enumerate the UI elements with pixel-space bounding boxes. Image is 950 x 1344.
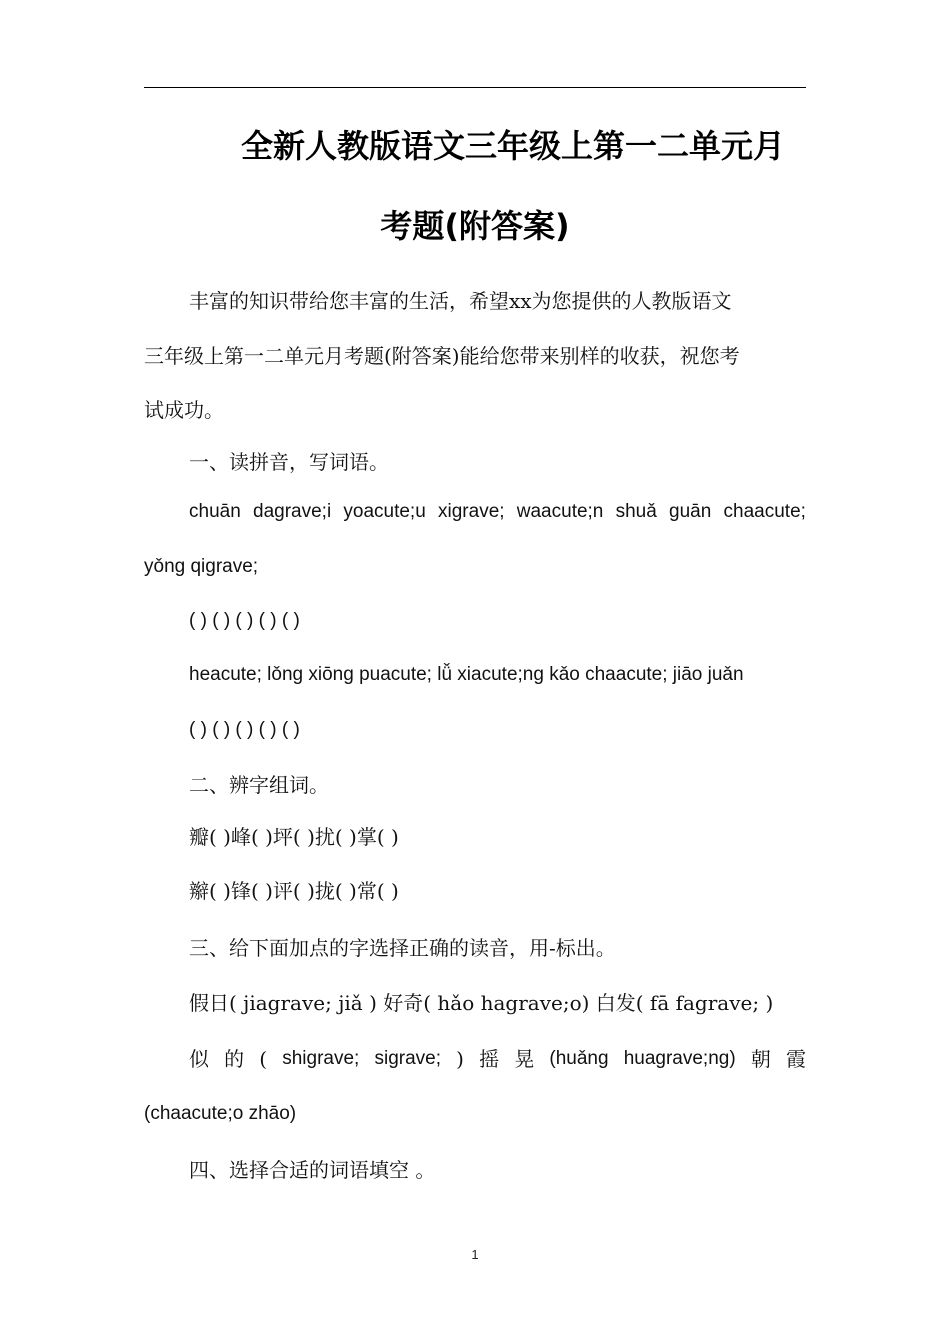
reading-token: 摇 (479, 1047, 500, 1071)
answer-blanks-row-2: ( ) ( ) ( ) ( ) ( ) (189, 719, 300, 740)
reading-token: sigrave; (374, 1048, 442, 1069)
document-title-line-1: 全新人教版语文三年级上第一二单元月 (240, 127, 785, 165)
pinyin-word: shuǎ (615, 501, 657, 522)
pinyin-word: chaacute; (723, 501, 806, 522)
reading-token: 似 (189, 1047, 209, 1071)
pinyin-word: xigrave; (438, 501, 505, 522)
section-1-heading: 一、读拼音，写词语。 (189, 450, 389, 474)
char-pairs-row-2: 辮( )锋( )评( )拢( )常( ) (189, 879, 399, 903)
reading-token: huagrave;ng) (623, 1048, 736, 1069)
document-title-line-2: 考题(附答案) (380, 207, 570, 245)
reading-token: ( (259, 1047, 268, 1071)
reading-token: ) (456, 1047, 464, 1071)
pinyin-row-1 (189, 498, 806, 526)
intro-line-3: 试成功。 (144, 398, 224, 422)
answer-blanks-row-1: ( ) ( ) ( ) ( ) ( ) (189, 610, 300, 631)
pinyin-word: chuān (189, 501, 241, 522)
reading-token: 朝 (750, 1047, 771, 1071)
page-number: 1 (471, 1247, 479, 1262)
reading-choice-row-2 (189, 1045, 806, 1073)
reading-choice-row-1: 假日( jiagrave; jiǎ ) 好奇( hǎo hagrave;o) 白发( fā fagrave; ) (189, 991, 774, 1015)
intro-line-1: 丰富的知识带给您丰富的生活，希望xx为您提供的人教版语文 (189, 289, 732, 313)
section-4-heading: 四、选择合适的词语填空 。 (189, 1158, 436, 1182)
section-2-heading: 二、辨字组词。 (189, 773, 329, 797)
reading-choice-row-2-continuation: (chaacute;o zhāo) (144, 1103, 297, 1124)
pinyin-word: dagrave;i (253, 501, 332, 522)
pinyin-row-1-continuation: yǒng qigrave; (144, 556, 259, 577)
top-rule (144, 87, 806, 88)
reading-token: (huǎng (549, 1048, 609, 1069)
intro-line-2: 三年级上第一二单元月考题(附答案)能给您带来别样的收获，祝您考 (144, 344, 740, 368)
char-pairs-row-1: 瓣( )峰( )坪( )扰( )掌( ) (189, 825, 399, 849)
pinyin-word: yoacute;u (343, 501, 426, 522)
pinyin-word: waacute;n (516, 501, 604, 522)
reading-token: 霞 (785, 1047, 806, 1071)
reading-token: shigrave; (282, 1048, 360, 1069)
reading-token: 晃 (514, 1047, 535, 1071)
pinyin-row-2: heacute; lǒng xiōng puacute; lǚ xiacute;ng kǎo chaacute; jiāo juǎn (189, 664, 744, 685)
reading-token: 的 (224, 1047, 245, 1071)
pinyin-word: guān (669, 501, 712, 522)
section-3-heading: 三、给下面加点的字选择正确的读音，用-标出。 (189, 936, 616, 960)
